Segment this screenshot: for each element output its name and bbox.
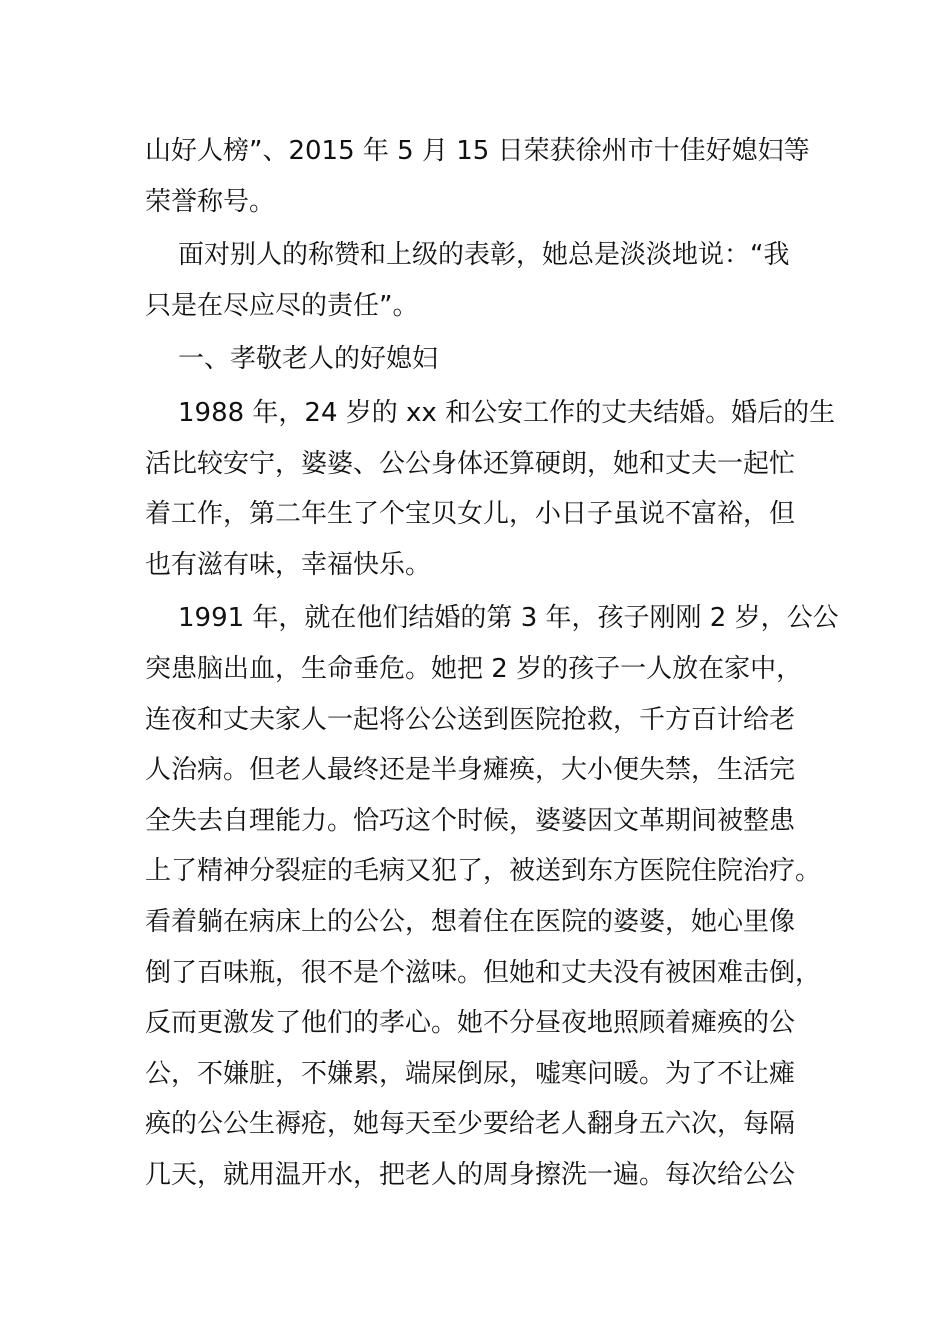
text-line: 人治病。但老人最终还是半身瘫痪，大小便失禁，生活完 <box>145 755 796 786</box>
text-line: 全失去自理能力。恰巧这个时候，婆婆因文革期间被整患 <box>145 805 796 836</box>
text-line: 突患脑出血，生命垂危。她把 2 岁的孩子一人放在家中， <box>145 653 803 684</box>
paragraph-honors <box>145 126 810 227</box>
text-line: 1988 年，24 岁的 xx 和公安工作的丈夫结婚。婚后的生 <box>178 397 836 428</box>
section-heading <box>145 334 810 385</box>
text-line: 荣誉称号。 <box>145 186 276 217</box>
text-line: 倒了百味瓶，很不是个滋味。但她和丈夫没有被困难击倒， <box>145 957 822 988</box>
text-line: 连夜和丈夫家人一起将公公送到医院抢救，千方百计给老 <box>145 704 796 735</box>
paragraph-1988 <box>145 388 836 590</box>
text-line: 着工作，第二年生了个宝贝女儿，小日子虽说不富裕，但 <box>145 499 796 530</box>
text-line: 1991 年，就在他们结婚的第 3 年，孩子刚刚 2 岁，公公 <box>178 603 839 634</box>
text-line: 只是在尽应尽的责任”。 <box>145 290 419 321</box>
paragraph-quote <box>145 230 810 331</box>
heading-text: 一、孝敬老人的好媳妇 <box>178 344 439 375</box>
text-line: 山好人榜”、2015 年 5 月 15 日荣获徐州市十佳好媳妇等 <box>145 136 810 166</box>
paragraph-1991 <box>145 593 839 1200</box>
text-line: 看着躺在病床上的公公，想着住在医院的婆婆，她心里像 <box>145 906 796 937</box>
text-line: 反而更激发了他们的孝心。她不分昼夜地照顾着瘫痪的公 <box>145 1008 796 1039</box>
text-line: 几天，就用温开水，把老人的周身擦洗一遍。每次给公公 <box>145 1159 796 1190</box>
text-line: 痪的公公生褥疮，她每天至少要给老人翻身五六次，每隔 <box>145 1109 796 1140</box>
text-line: 活比较安宁，婆婆、公公身体还算硬朗，她和丈夫一起忙 <box>145 448 796 479</box>
text-line: 面对别人的称赞和上级的表彰，她总是淡淡地说：“我 <box>178 240 790 271</box>
text-line: 也有滋有味，幸福快乐。 <box>145 549 432 580</box>
text-line: 上了精神分裂症的毛病又犯了，被送到东方医院住院治疗。 <box>145 856 822 887</box>
document-body <box>145 126 839 1203</box>
text-line: 公，不嫌脏，不嫌累，端屎倒尿，嘘寒问暖。为了不让瘫 <box>145 1058 796 1089</box>
